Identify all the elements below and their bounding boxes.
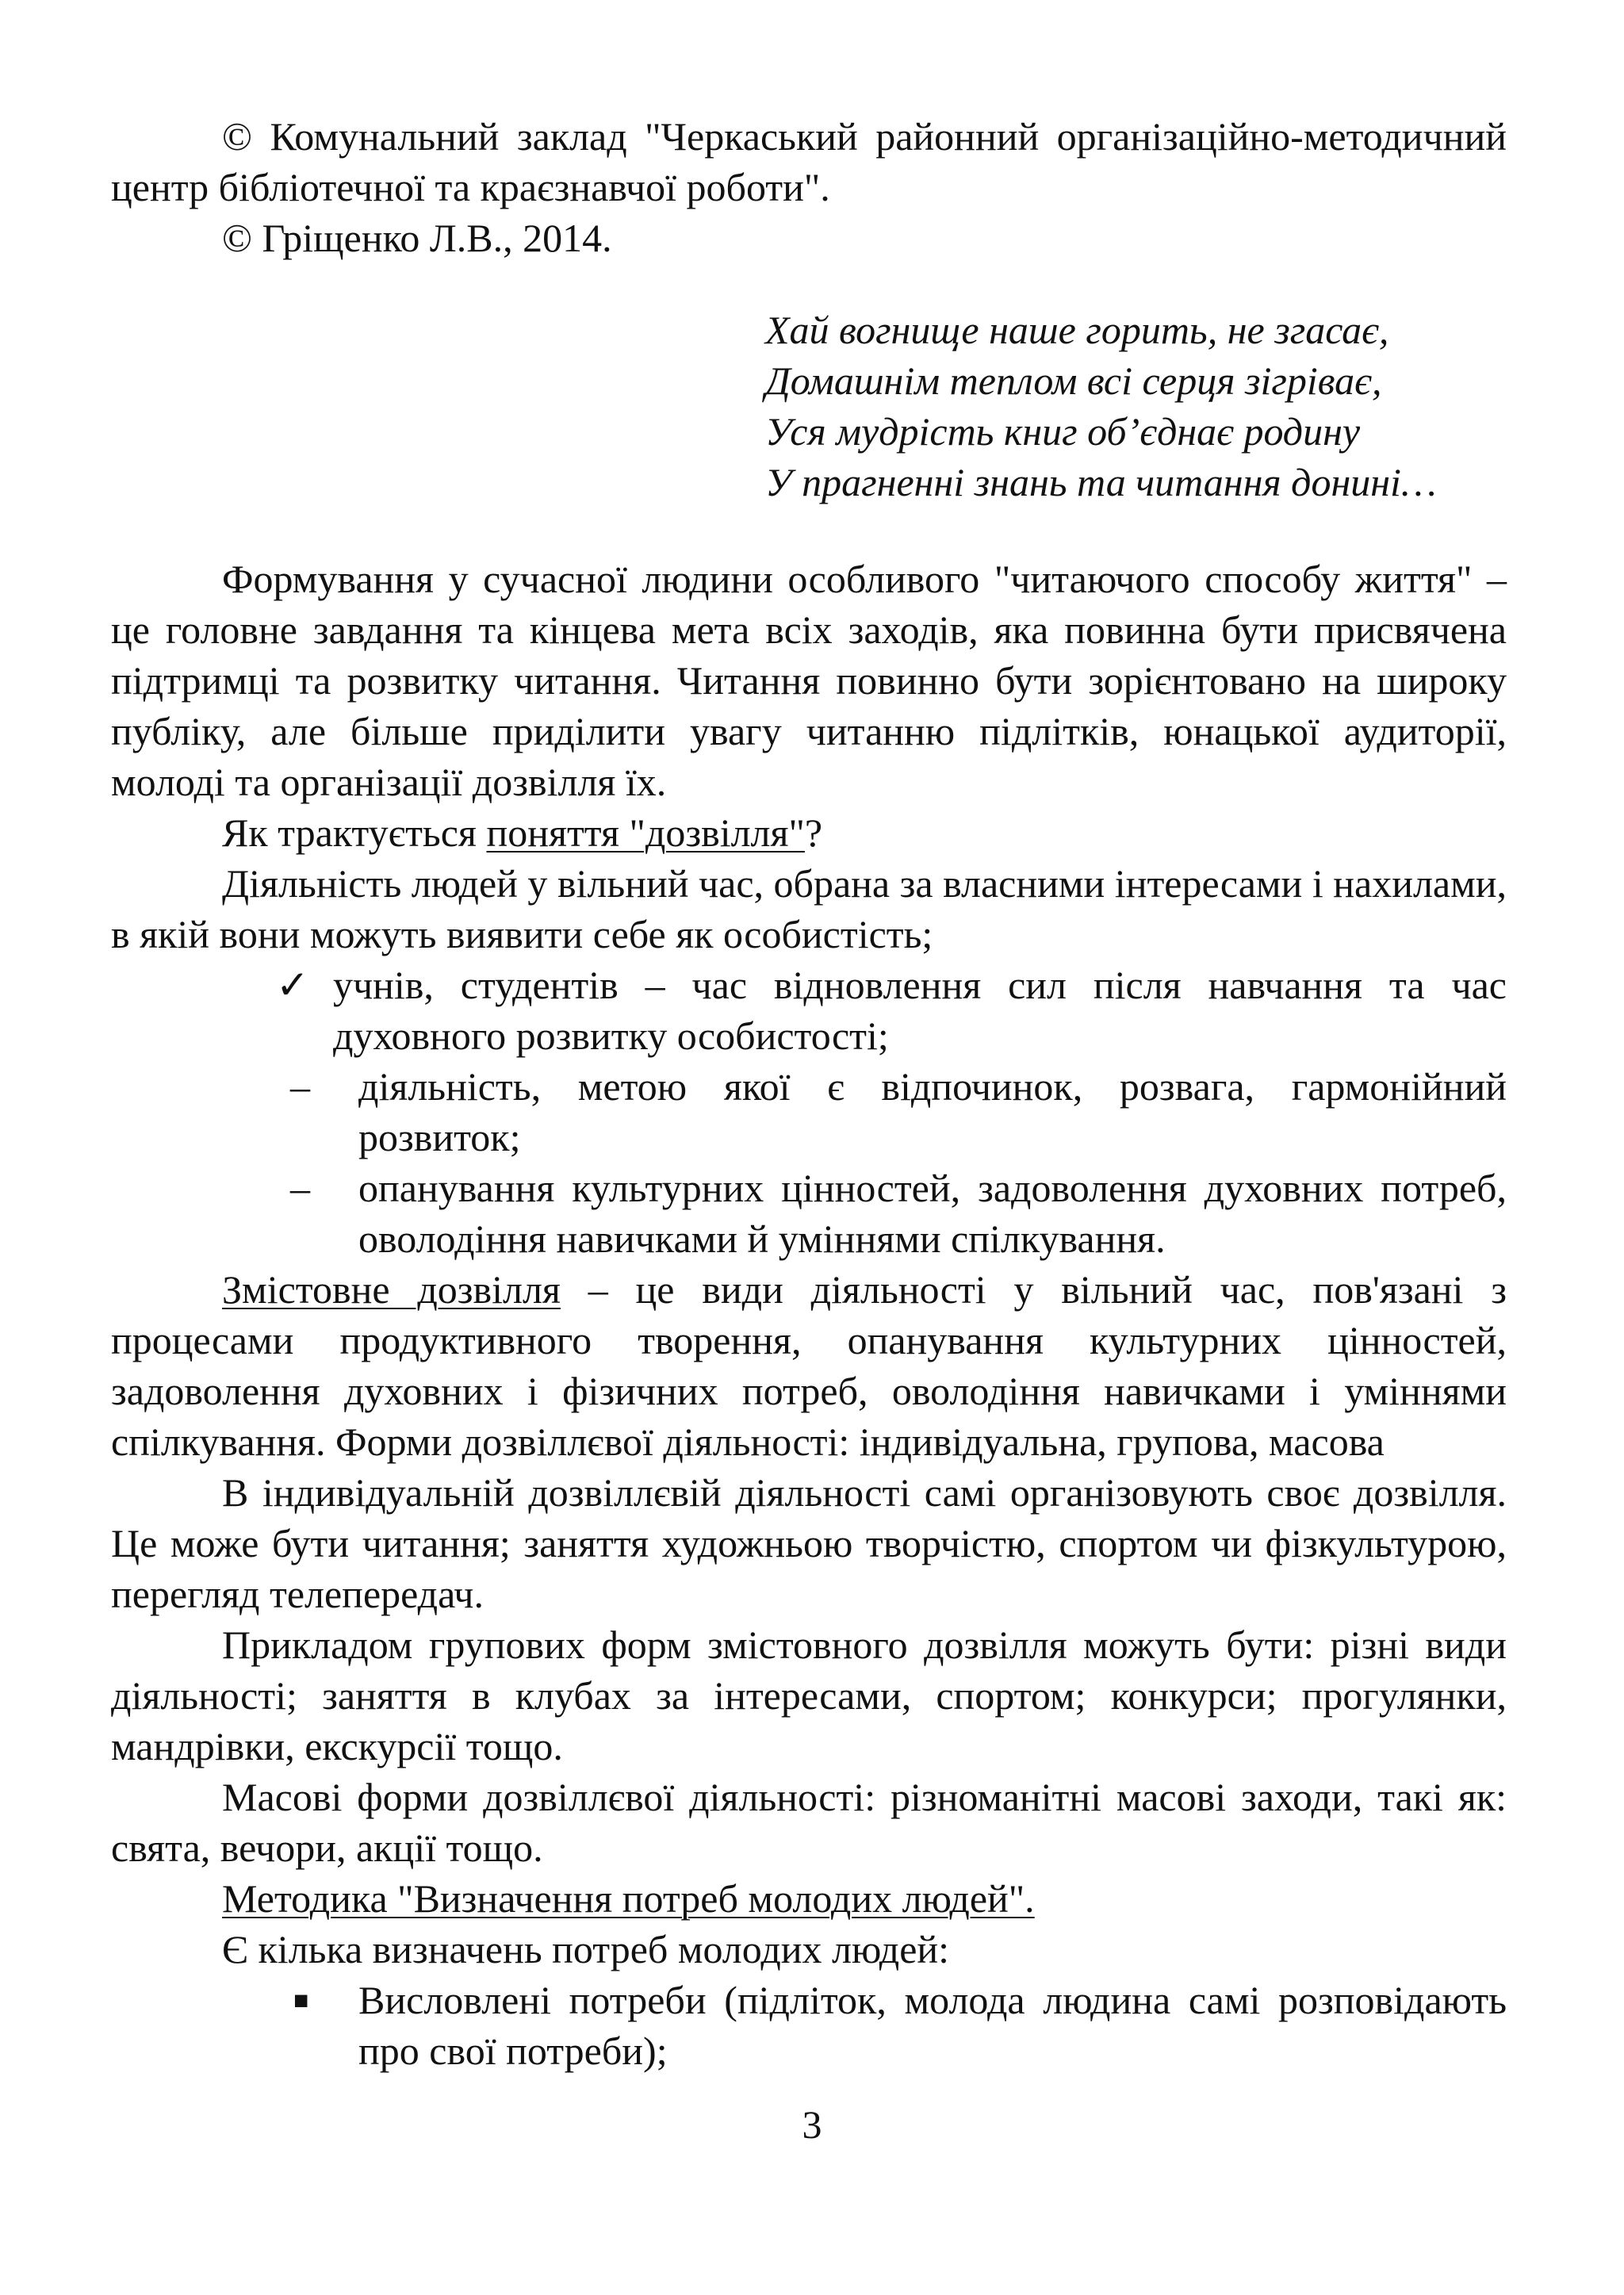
copyright-institution: © Комунальний заклад "Черкаський районний організаційно-методичний центр бібліотечної та краєзнавчої роботи". — [111, 114, 1507, 209]
list-item-dash — [111, 1061, 1507, 1163]
epigraph-poem — [765, 305, 1507, 508]
page-number: 3 — [802, 2102, 822, 2147]
list-item-dash — [111, 1163, 1507, 1264]
copyright-author: © Гріщенко Л.В., 2014. — [222, 216, 612, 260]
checkmark-icon: ✓ — [276, 963, 309, 1007]
meaningful-leisure-term: Змістовне дозвілля — [222, 1267, 561, 1312]
square-bullet-icon: ■ — [293, 1986, 309, 2014]
list-item-square — [111, 1975, 1507, 2076]
meaningful-leisure-text: – це види діяльності у вільний час, пов'язані з процесами продуктивного творення, опанування культурних цінностей, задоволення духовних і фізичних потреб, оволодіння навичками і уміннями спілкування. Форми дозвіллєвої діяльності: індивідуальна, групова, масова — [111, 1267, 1507, 1464]
individual-paragraph: В індивідуальній дозвіллєвій діяльності самі організовують своє дозвілля. Це може бути читання; заняття художньою творчістю, спортом чи фізкультурою, перегляд телепередач. — [111, 1470, 1507, 1616]
mass-paragraph: Масові форми дозвіллєвої діяльності: різноманітні масові заходи, такі як: свята, вечори, акції тощо. — [111, 1775, 1507, 1870]
poem-line: Хай вогнище наше горить, не згасає, — [765, 308, 1389, 352]
dash-icon: – — [290, 1064, 310, 1109]
poem-line: У прагненні знань та читання донині… — [765, 460, 1437, 504]
group-paragraph: Прикладом групових форм змістовного дозвілля можуть бути: різні види діяльності; заняття в клубах за інтересами, спортом; конкурси; прогулянки, мандрівки, екскурсії тощо. — [111, 1623, 1507, 1768]
method-heading — [111, 1873, 1507, 1924]
question-suffix: ? — [804, 810, 823, 855]
list-item-text: Висловлені потреби (підліток, молода людина самі розповідають про свої потреби); — [358, 1978, 1507, 2073]
list-item-text: опанування культурних цінностей, задоволення духовних потреб, оволодіння навичками й уміннями спілкування. — [358, 1166, 1507, 1261]
list-item-text: діяльність, метою якої є відпочинок, розвага, гармонійний розвиток; — [358, 1064, 1507, 1159]
intro-paragraph: Формування у сучасної людини особливого "читаючого способу життя" – це головне завдання та кінцева мета всіх заходів, яка повинна бути присвячена підтримці та розвитку читання. Читання повинно бути зорієнтовано на широку публіку, але більше приділити увагу читанню підлітків, юнацької аудиторії, молоді та організації дозвілля їх. — [111, 557, 1507, 804]
question-prefix: Як трактується — [222, 810, 487, 855]
definition-paragraph: Діяльність людей у вільний час, обрана за власними інтересами і нахилами, в якій вони можуть виявити себе як особистість; — [111, 861, 1507, 956]
poem-line: Уся мудрість книг об’єднає родину — [765, 409, 1361, 454]
meaningful-leisure-paragraph — [111, 1264, 1507, 1467]
document-page — [111, 111, 1507, 2076]
question-paragraph — [111, 807, 1507, 858]
leisure-term-underlined: поняття "дозвілля" — [486, 810, 805, 855]
dash-icon: – — [290, 1166, 310, 1210]
list-item-text: учнів, студентів – час відновлення сил після навчання та час духовного розвитку особистості; — [333, 963, 1507, 1058]
method-title-underlined: Методика "Визначення потреб молодих людей". — [222, 1876, 1035, 1921]
list-item-check — [111, 960, 1507, 1061]
needs-intro-paragraph: Є кілька визначень потреб молодих людей: — [222, 1927, 950, 1971]
poem-line: Домашнім теплом всі серця зігріває, — [765, 358, 1382, 403]
